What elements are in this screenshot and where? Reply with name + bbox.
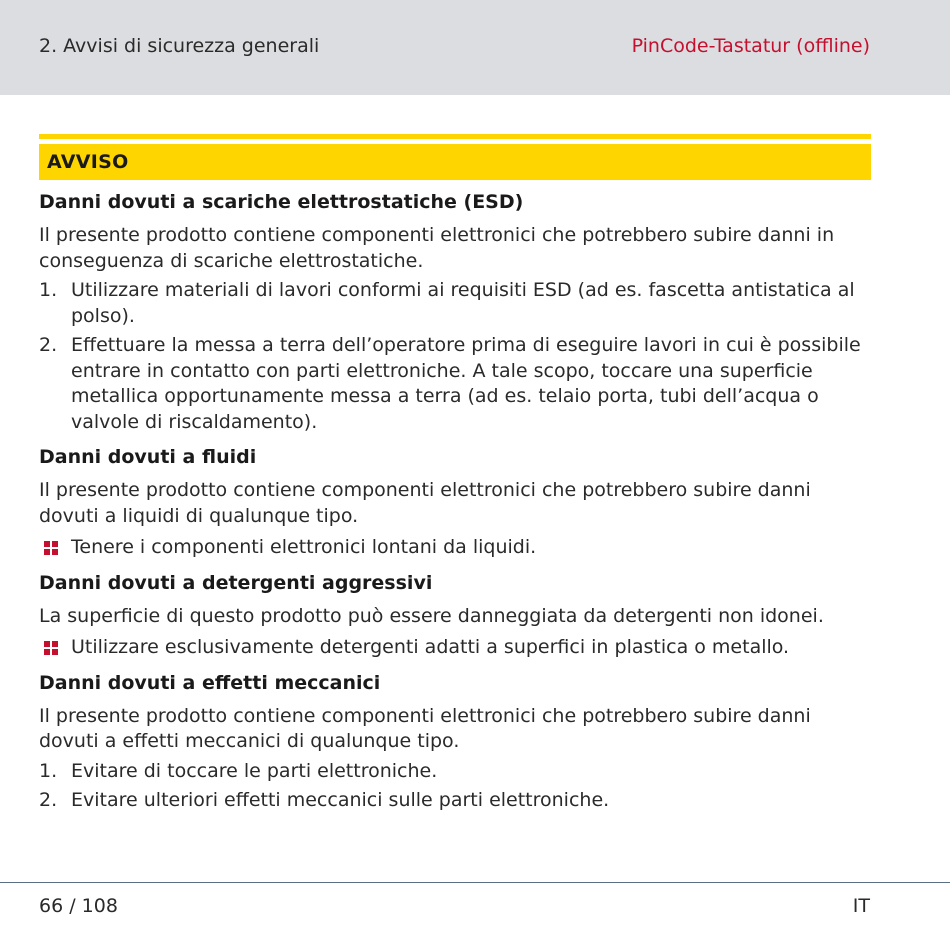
- page-content: [39, 134, 871, 814]
- list-item: [39, 333, 871, 435]
- language-code: IT: [852, 895, 870, 917]
- step-number: 2.: [39, 334, 58, 356]
- section-title: Danni dovuti a detergenti aggressivi: [39, 571, 433, 594]
- section-title: Danni dovuti a scariche elettrostatiche (ESD): [39, 191, 524, 213]
- section-mechanical: [39, 670, 871, 814]
- bullet-squares-icon: [44, 641, 58, 655]
- step-list: [39, 759, 871, 814]
- bullet-text: Utilizzare esclusivamente detergenti adatti a superfici in plastica o metallo.: [71, 636, 790, 658]
- step-text: Effettuare la messa a terra dell’operatore prima di eseguire lavori in cui è possibile entrare in contatto con parti elettroniche. A tale scopo, toccare una superficie metallica opportunamente messa a terra (ad es. telaio porta, tubi dell’acqua o valvole di riscaldamento).: [71, 334, 861, 433]
- list-item: [39, 278, 871, 329]
- page-number: 66 / 108: [39, 895, 118, 917]
- step-list: [39, 278, 871, 435]
- step-text: Evitare di toccare le parti elettroniche.: [71, 759, 438, 782]
- notice-top-rule: [39, 134, 871, 139]
- step-number: 1.: [39, 759, 58, 782]
- list-item: [39, 759, 871, 785]
- list-item: [39, 635, 871, 661]
- section-title: Danni dovuti a fluidi: [39, 446, 257, 468]
- section-fluids: [39, 444, 871, 561]
- header-section-title: 2. Avvisi di sicurezza generali: [39, 35, 320, 57]
- list-item: [39, 788, 871, 814]
- section-title: Danni dovuti a effetti meccanici: [39, 671, 381, 694]
- notice-banner: [39, 144, 871, 180]
- notice-label: AVVISO: [47, 151, 129, 173]
- footer-divider: [0, 882, 950, 883]
- bullet-text: Tenere i componenti elettronici lontani da liquidi.: [71, 536, 537, 558]
- section-intro: La superficie di questo prodotto può essere danneggiata da detergenti non idonei.: [39, 604, 824, 627]
- header-product-name: PinCode-Tastatur (offline): [631, 35, 870, 57]
- step-number: 1.: [39, 279, 58, 301]
- section-esd: [39, 189, 871, 435]
- step-text: Evitare ulteriori effetti meccanici sulle parti elettroniche.: [71, 789, 610, 811]
- bullet-squares-icon: [44, 541, 58, 555]
- section-intro: Il presente prodotto contiene componenti elettronici che potrebbero subire danni in conseguenza di scariche elettrostatiche.: [39, 224, 835, 272]
- section-intro: Il presente prodotto contiene componenti elettronici che potrebbero subire danni dovuti a liquidi di qualunque tipo.: [39, 479, 811, 527]
- list-item: [39, 535, 871, 561]
- section-intro: Il presente prodotto contiene componenti elettronici che potrebbero subire danni dovuti a effetti meccanici di qualunque tipo.: [39, 704, 811, 752]
- page-header: [0, 0, 950, 95]
- step-text: Utilizzare materiali di lavori conformi ai requisiti ESD (ad es. fascetta antistatica al polso).: [71, 279, 855, 327]
- step-number: 2.: [39, 789, 58, 811]
- section-detergents: [39, 570, 871, 661]
